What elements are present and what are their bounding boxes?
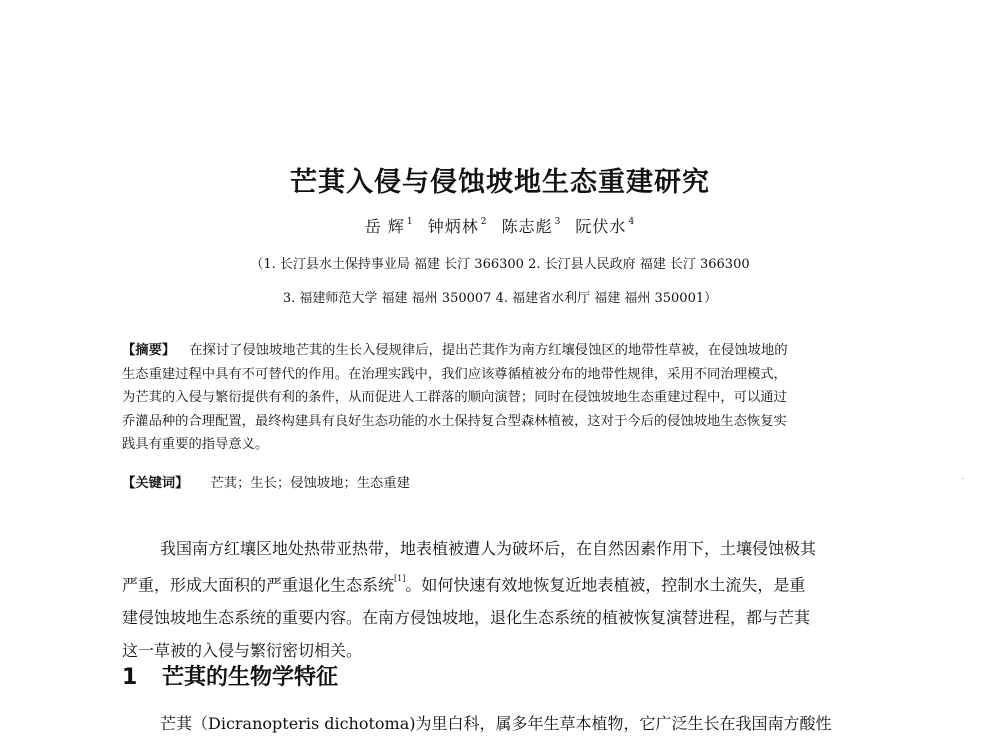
abstract-label: 【摘要】 (122, 343, 176, 358)
abstract-line: 乔灌品种的合理配置，最终构建具有良好生态功能的水土保持复合型森林植被，这对于今后的侵蚀坡地生态恢复实 (122, 413, 787, 429)
affiliation-line-1: （1. 长汀县水土保持事业局 福建 长汀 366300 2. 长汀县人民政府 福建 长汀 366300 (250, 257, 750, 272)
abstract-line: 为芒萁的入侵与繁衍提供有利的条件，从而促进人工群落的顺向演替；同时在侵蚀坡地生态重建过程中，可以通过 (122, 390, 787, 406)
paper-title: 芒萁入侵与侵蚀坡地生态重建研究 (290, 167, 710, 198)
abstract-line (122, 339, 908, 363)
author (502, 217, 562, 236)
paragraph-line (122, 565, 908, 601)
author-affiliation-marker: 2 (480, 216, 488, 227)
intro-paragraph (122, 532, 908, 667)
section-heading (122, 660, 338, 691)
abstract-line: 生态重建过程中具有不可替代的作用。在治理实践中，我们应该尊循植被分布的地带性规律，采用不同治理模式， (122, 366, 787, 382)
author-affiliation-marker: 1 (406, 216, 414, 227)
citation-marker: [1] (394, 574, 406, 583)
author-name: 陈志彪 (501, 217, 553, 236)
author (365, 217, 414, 236)
keywords-block (122, 472, 410, 491)
paragraph-line: 我国南方红壤区地处热带亚热带，地表植被遭人为破坏后，在自然因素作用下，土壤侵蚀极其 (160, 539, 817, 558)
abstract-block (122, 339, 908, 457)
author (428, 217, 488, 236)
paragraph-line: 建侵蚀坡地生态系统的重要内容。在南方侵蚀坡地，退化生态系统的植被恢复演替进程，都与芒萁 (122, 608, 811, 628)
abstract-line: 践具有重要的指导意义。 (122, 437, 269, 453)
keywords-label: 【关键词】 (122, 476, 189, 491)
author-name: 钟炳林 (427, 217, 479, 236)
paragraph-text: 严重，形成大面积的严重退化生态系统 (122, 575, 395, 595)
author-affiliation-marker: 3 (554, 216, 562, 227)
section-paragraph-line: 芒萁（Dicranopteris dichotoma)为里白科，属多年生草本植物，它广泛生长在我国南方酸性 (160, 714, 832, 733)
paragraph-line: 这一草被的入侵与繁衍密切相关。 (122, 641, 363, 661)
section-number: 1 (122, 665, 138, 690)
author (575, 217, 635, 236)
author-affiliation-marker: 4 (628, 216, 636, 227)
author-name: 阮伏水 (575, 217, 627, 236)
scan-speck (962, 478, 964, 479)
keywords-text: 芒萁；生长；侵蚀坡地；生态重建 (210, 476, 410, 491)
abstract-text: 在探讨了侵蚀坡地芒萁的生长入侵规律后，提出芒萁作为南方红壤侵蚀区的地带性草被，在侵蚀坡地的 (189, 343, 788, 358)
section-title: 芒萁的生物学特征 (162, 665, 339, 690)
author-name: 岳 辉 (364, 217, 405, 236)
author-list (0, 214, 1000, 237)
paragraph-text: 。如何快速有效地恢复近地表植被，控制水土流失，是重 (405, 575, 806, 595)
affiliation-line-2: 3. 福建师范大学 福建 福州 350007 4. 福建省水利厅 福建 福州 350001） (282, 291, 718, 306)
